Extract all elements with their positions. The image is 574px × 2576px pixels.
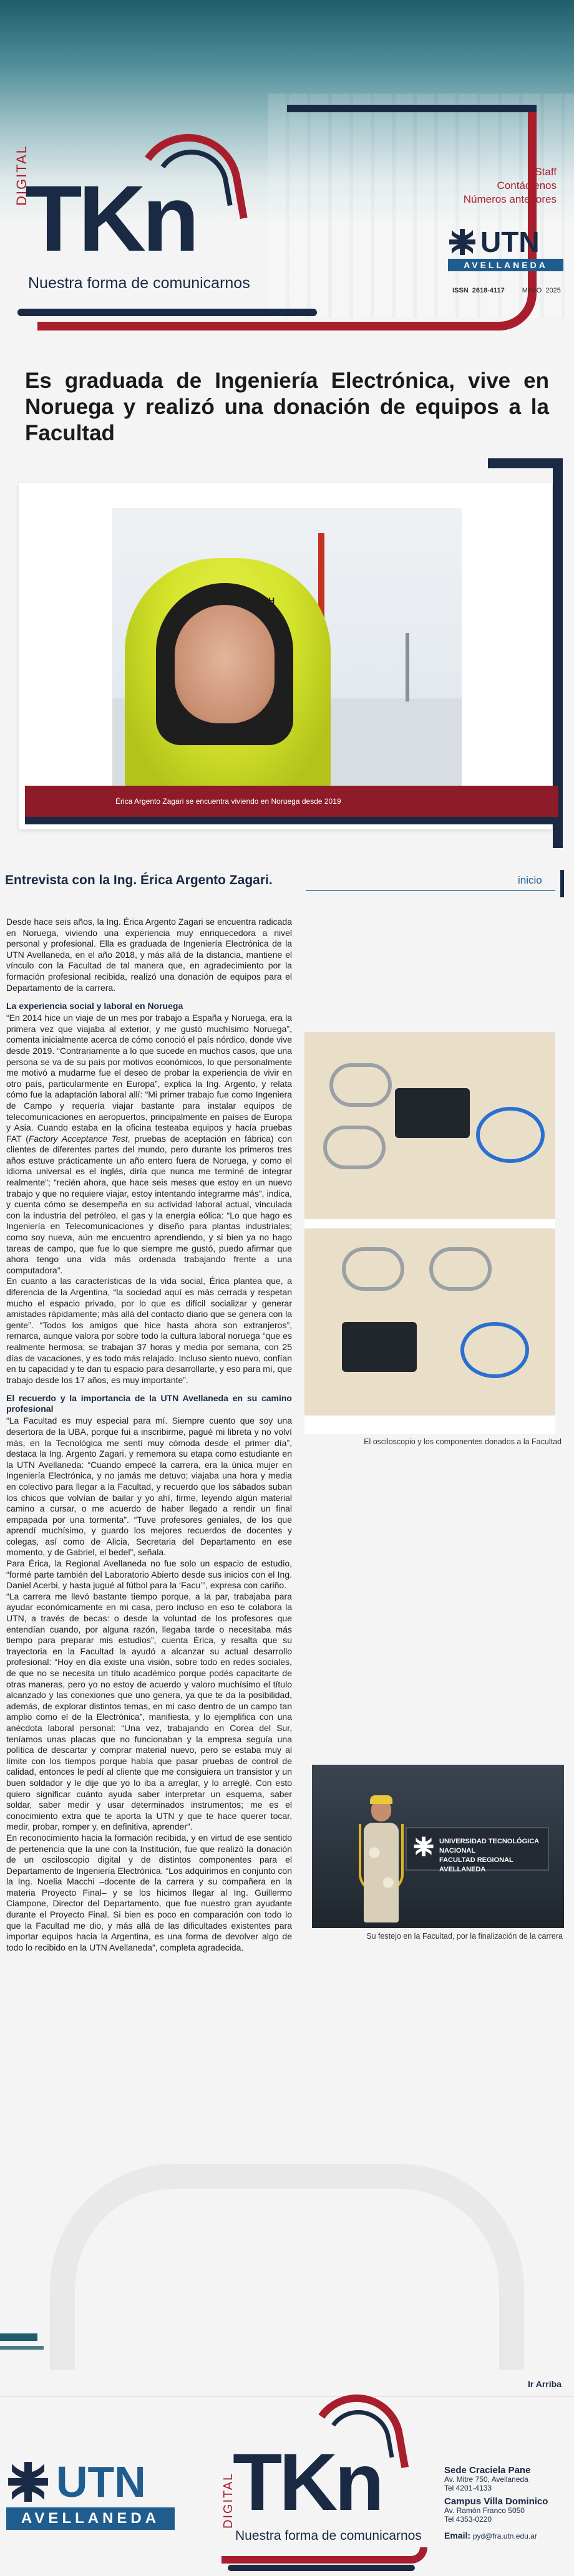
footer-navy-swoosh: [228, 2565, 415, 2571]
page-title: Es graduada de Ingeniería Electrónica, vive en Noruega y realizó una donación de equipos a la Facultad: [25, 369, 549, 445]
article-body: [6, 917, 292, 1961]
campus-title: Campus Villa Dominico: [444, 2496, 548, 2507]
article-paragraph: “La Facultad es muy especial para mí. Siempre cuento que soy una desertora de la UBA, porque fui a inscribirme, pagué mi libreta y no volví más, en la Tecnológica me sentí muy cómoda desde el primer día”, destaca la Ing. Argento Zagari, y rememora su etapa como estudiante en la UTN Avellaneda: “Cuando empecé la carrera, era la única mujer en Ingeniería Electrónica, y no jamás me detuvo; viajaba una hora y media en colectivo para llegar a la Facultad, y recuerdo que los sábados suban los chicos que volvían de bailar y yo ahí, firme, leyendo algún material camino a cursar, o me acuerdo de haber llegado a rendir un final empapada por una tormenta”. “Tuve profesores geniales, de los que aprendí muchísimo, y guardo los mejores recuerdos de docentes y colegas, así como de Alicia, Secretaria del Departamento en ese momento, y de Gabriel, el bedel”, señala.: [6, 1416, 292, 1558]
probe-coil: [329, 1063, 392, 1107]
sede-title: Sede Craciela Pane: [444, 2465, 531, 2476]
oscilloscope-photos: [304, 1032, 555, 1434]
paragraph-text: , pruebas de aceptación en fábrica) con clientes de diferentes partes del mundo, pero durante los primeros tres años estuve prácticamente un año entero fuera de Noruega, y como el idioma universal es el inglés, diría que nunca me terminé de integrar realmente”; “recién ahora, que hace seis meses que estoy en un nuevo trabajo y que no requiere viajar, estoy intentando integrarme más”, indica, y cuenta cómo se desempeña en su actividad laboral actual, vinculada con la industria del petróleo, el gas y la energía eólica: “Lo que hago es Ingeniería en Telecomunicaciones y diseño para plantas industriales; como soy nueva, aún me encuentro aprendiendo, y si bien ya no hago tareas de campo, que fue lo que siempre me gustó, puedo afirmar que ahora tengo una vida más ordenada trabajando frente a una computadora”.: [6, 1133, 292, 1275]
hero-caption: Érica Argento Zagari se encuentra viviendo en Noruega desde 2019: [25, 786, 558, 817]
oscilloscope-photo-1: [304, 1032, 555, 1219]
logo-slogan: Nuestra forma de comunicarnos: [28, 274, 250, 292]
article-paragraph: “La carrera me llevó bastante tiempo porque, a la par, trabajaba para ayudar económicamente en mi casa, pero incluso en eso te colabora la UTN, a través de becas: o desde la voluntad de los profesores que entendían cuando, por alguna razón, llegaba tarde o necesitaba más tiempo para preparar mis estudios”, cuenta Érica, y resalta que su trayectoria en la Facultad la ayudó a alcanzar su actual desarrollo profesional: “Hoy en día existe una visión, sobre todo en redes sociales, de que no se necesita un título académico porque podés capacitarte de otras maneras, pero yo no estoy de acuerdo y valoro muchísimo el título alcanzado y las conexiones que uno genera, ya que te da la posibilidad, además, de explorar distintos temas, en mi caso dentro de un campo tan amplio como el de la Electrónica”, manifiesta, y lo ejemplifica con una anécdota laboral personal: “Una vez, trabajando en Corea del Sur, teníamos unas placas que no funcionaban y la empresa seguía una política de descartar y comprar material nuevo, pero se estaba muy al límite con los tiempos porque había que pasar pruebas de control de calidad, entonces le pedí al cliente que me consiguiera un transistor y un buen soldador y le dije que yo lo iba a arreglar, y lo arreglé. Con esto quiero significar cuánto ayuda saber interpretar un esquema, saber soldar, saber medir y usar determinados instrumentos; me es el conocimiento extra que te aporta la UTN y que te hace querer tocar, medir, probar, romper y, en definitiva, aprender”.: [6, 1591, 292, 1832]
footer-tkn-logo[interactable]: [221, 2376, 434, 2575]
issue-date: MAYO 2025: [522, 287, 561, 294]
utn-emblem-icon: [413, 1836, 434, 1857]
footer-email[interactable]: [444, 2531, 569, 2540]
nav-contact-link[interactable]: Contáctenos: [497, 180, 557, 191]
utn-emblem-icon: [448, 228, 477, 256]
tkn-wordmark: TKn: [233, 2436, 381, 2527]
nav-archive-link[interactable]: Números anteriores: [463, 193, 557, 205]
footer-utn-logo[interactable]: [6, 2460, 175, 2530]
hero-section: [12, 458, 563, 848]
faculty-sign: [406, 1827, 549, 1871]
oscilloscope-device: [342, 1322, 417, 1372]
article-paragraph: [6, 1013, 292, 1276]
sidebar-navy-marker: [560, 870, 564, 897]
probe-coil: [429, 1247, 492, 1291]
oscilloscope-device: [395, 1088, 470, 1138]
utn-emblem-icon: [6, 2460, 50, 2504]
back-to-top-link[interactable]: Ir Arriba: [528, 2379, 562, 2389]
sede-address: Av. Mitre 750, Avellaneda: [444, 2475, 528, 2484]
dress: [364, 1823, 399, 1922]
hard-hat: [370, 1795, 392, 1804]
utn-logo[interactable]: [448, 228, 563, 271]
figure-caption: El osciloscopio y los componentes donados a la Facultad: [364, 1437, 562, 1446]
footer-teal-bar: [0, 2333, 37, 2341]
email-address[interactable]: pyd@fra.utn.edu.ar: [472, 2532, 537, 2540]
figure-caption: Su festejo en la Facultad, por la finalización de la carrera: [366, 1932, 563, 1941]
footer-red-swoosh: [221, 2547, 427, 2564]
probe-coil: [323, 1126, 386, 1169]
hero-photo: [112, 508, 462, 792]
campus-address: Av. Ramón Franco 5050: [444, 2506, 525, 2515]
footer-teal-bar-thin: [0, 2346, 44, 2350]
graduate-figure: [359, 1799, 402, 1924]
issn-number: ISSN 2618-4117: [452, 287, 505, 294]
usb-cable: [476, 1107, 545, 1163]
tkn-logo[interactable]: TKn: [25, 166, 196, 271]
site-header: [0, 0, 574, 349]
article-paragraph: En cuanto a las características de la vida social, Érica plantea que, a diferencia de la Argentina, “la sociedad aquí es más cerrada y respetan mucho el espacio privado, por lo que es difícil socializar y generar amistades rápidamente; más allá del contacto diario que se genera con la gente”. “Todos los amigos que hice hasta ahora son extranjeros”, remarca, aunque valora por sobre todo la cultura laboral noruega “que es realmente hermosa; se trabajan 37 horas y media por semana, con 25 días de vacaciones, y es todo más relajado. Incluso siento nuevo, confían en tu capacidad y te dan tu espacio para desarrollarte, y eso para mí, que trabajo desde los 17 años, es muy importante”.: [6, 1276, 292, 1385]
utn-wordmark: UTN: [480, 226, 540, 258]
footer-background-decoration: [50, 2164, 524, 2370]
grey-pole: [406, 633, 409, 702]
hero-caption-navy-bar: [25, 817, 558, 824]
header-navy-swoosh: [287, 105, 537, 112]
paragraph-text: “En 2014 hice un viaje de un mes por trabajo a España y Noruega, era la primera vez que viajaba al exterior, y me gustó muchísimo Noruega”, comenta inicialmente acerca de cómo conoció el país nórdico, donde vive desde 2019. “Contrariamente a lo que sucede en muchos casos, que una persona se va de su país por motivos económicos, lo que personalmente me motivó a mudarme fue el deseo de probar la experiencia de vivir en otro país, particularmente en Europa”, explica la Ing. Argento, y relata cómo fue la adaptación laboral allí: “Mi primer trabajo fue como Ingeniera de Campo y requería viajar bastante para instalar equipos de telecomunicaciones en aeropuertos, principalmente en países de Europa y Asia. Cuando estaba en la oficina testeaba equipos y hacía pruebas FAT (: [6, 1013, 292, 1144]
interview-title: Entrevista con la Ing. Érica Argento Zagari.: [5, 873, 273, 887]
sign-line: FACULTAD REGIONAL AVELLANEDA: [439, 1856, 513, 1873]
header-navy-swoosh-bottom: [17, 309, 317, 316]
logo-slogan: Nuestra forma de comunicarnos: [235, 2529, 422, 2543]
article-paragraph: En reconocimiento hacia la formación recibida, y en virtud de ese sentido de pertenencia que la une con la Institución, fue que realizó la donación de un osciloscopio digital y de distintos componentes para el Departamento de Ingeniería Electrónica. “Los adquirimos en conjunto con la Ing. Noelia Macchi –docente de la carrera y su compañera en la materia Proyecto Final– y se los hicimos llegar al Ing. Guillermo Ciampone, Director del Departamento, que fue nuestro gran ayudante durante el Proyecto Final. Si bien es poco en comparación con todo lo que la Facultad me dio, y más allá de las dificultades existentes para importar equipos hacia la Argentina, es una forma de devolver algo de todo lo recibido en la UTN Avellaneda”, completa agradecida.: [6, 1832, 292, 1952]
sign-line: UNIVERSIDAD TECNOLÓGICA NACIONAL: [439, 1838, 539, 1855]
sidebar-divider: [306, 890, 555, 891]
portrait-face: [175, 605, 275, 723]
usb-cable: [460, 1322, 529, 1378]
utn-wordmark: UTN: [56, 2458, 146, 2506]
fat-term: Factory Acceptance Test: [28, 1133, 128, 1144]
footer-contact: [444, 2466, 569, 2540]
hero-card: [19, 483, 552, 829]
probe-coil: [342, 1247, 404, 1291]
logo-digital-label: DIGITAL: [221, 2472, 235, 2529]
email-label: Email:: [444, 2530, 471, 2540]
issn-line: [452, 287, 561, 294]
campus-phone: Tel 4353-0220: [444, 2515, 492, 2524]
sede-phone: Tel 4201-4133: [444, 2484, 492, 2492]
oscilloscope-photo-2: [304, 1228, 555, 1416]
nav-staff-link[interactable]: Staff: [535, 166, 557, 178]
article-paragraph: Desde hace seis años, la Ing. Érica Argento Zagari se encuentra radicada en Noruega, viviendo una experiencia muy enriquecedora a nivel personal y profesional. Ella es graduada de Ingeniería Electrónica de la UTN Avellaneda, en el año 2018, y más allá de la distancia, mantiene el vínculo con la Facultad de tal manera que, en agradecimiento por la formación profesional recibida, realizó una donación de equipos para el Departamento de la carrera.: [6, 917, 292, 993]
hero-navy-bar-top: [488, 458, 563, 468]
top-nav: [464, 165, 557, 206]
logo-digital-label: DIGITAL: [14, 145, 29, 206]
section-heading: El recuerdo y la importancia de la UTN Avellaneda en su camino profesional: [6, 1393, 292, 1414]
utn-avellaneda-label: AVELLANEDA: [6, 2507, 175, 2530]
section-heading: La experiencia social y laboral en Noruega: [6, 1001, 183, 1011]
graduation-photo: [312, 1765, 564, 1928]
utn-avellaneda-label: AVELLANEDA: [448, 259, 563, 271]
article-paragraph: Para Érica, la Regional Avellaneda no fue solo un espacio de estudio, “formé parte también del Laboratorio Abierto desde sus inicios con el Ing. Daniel Acerbi, y hasta jugué al fútbol para la ‘Facu’”, expresa con cariño.: [6, 1558, 292, 1591]
jacket-brand: HH: [262, 596, 275, 605]
inicio-link[interactable]: inicio: [518, 874, 542, 886]
